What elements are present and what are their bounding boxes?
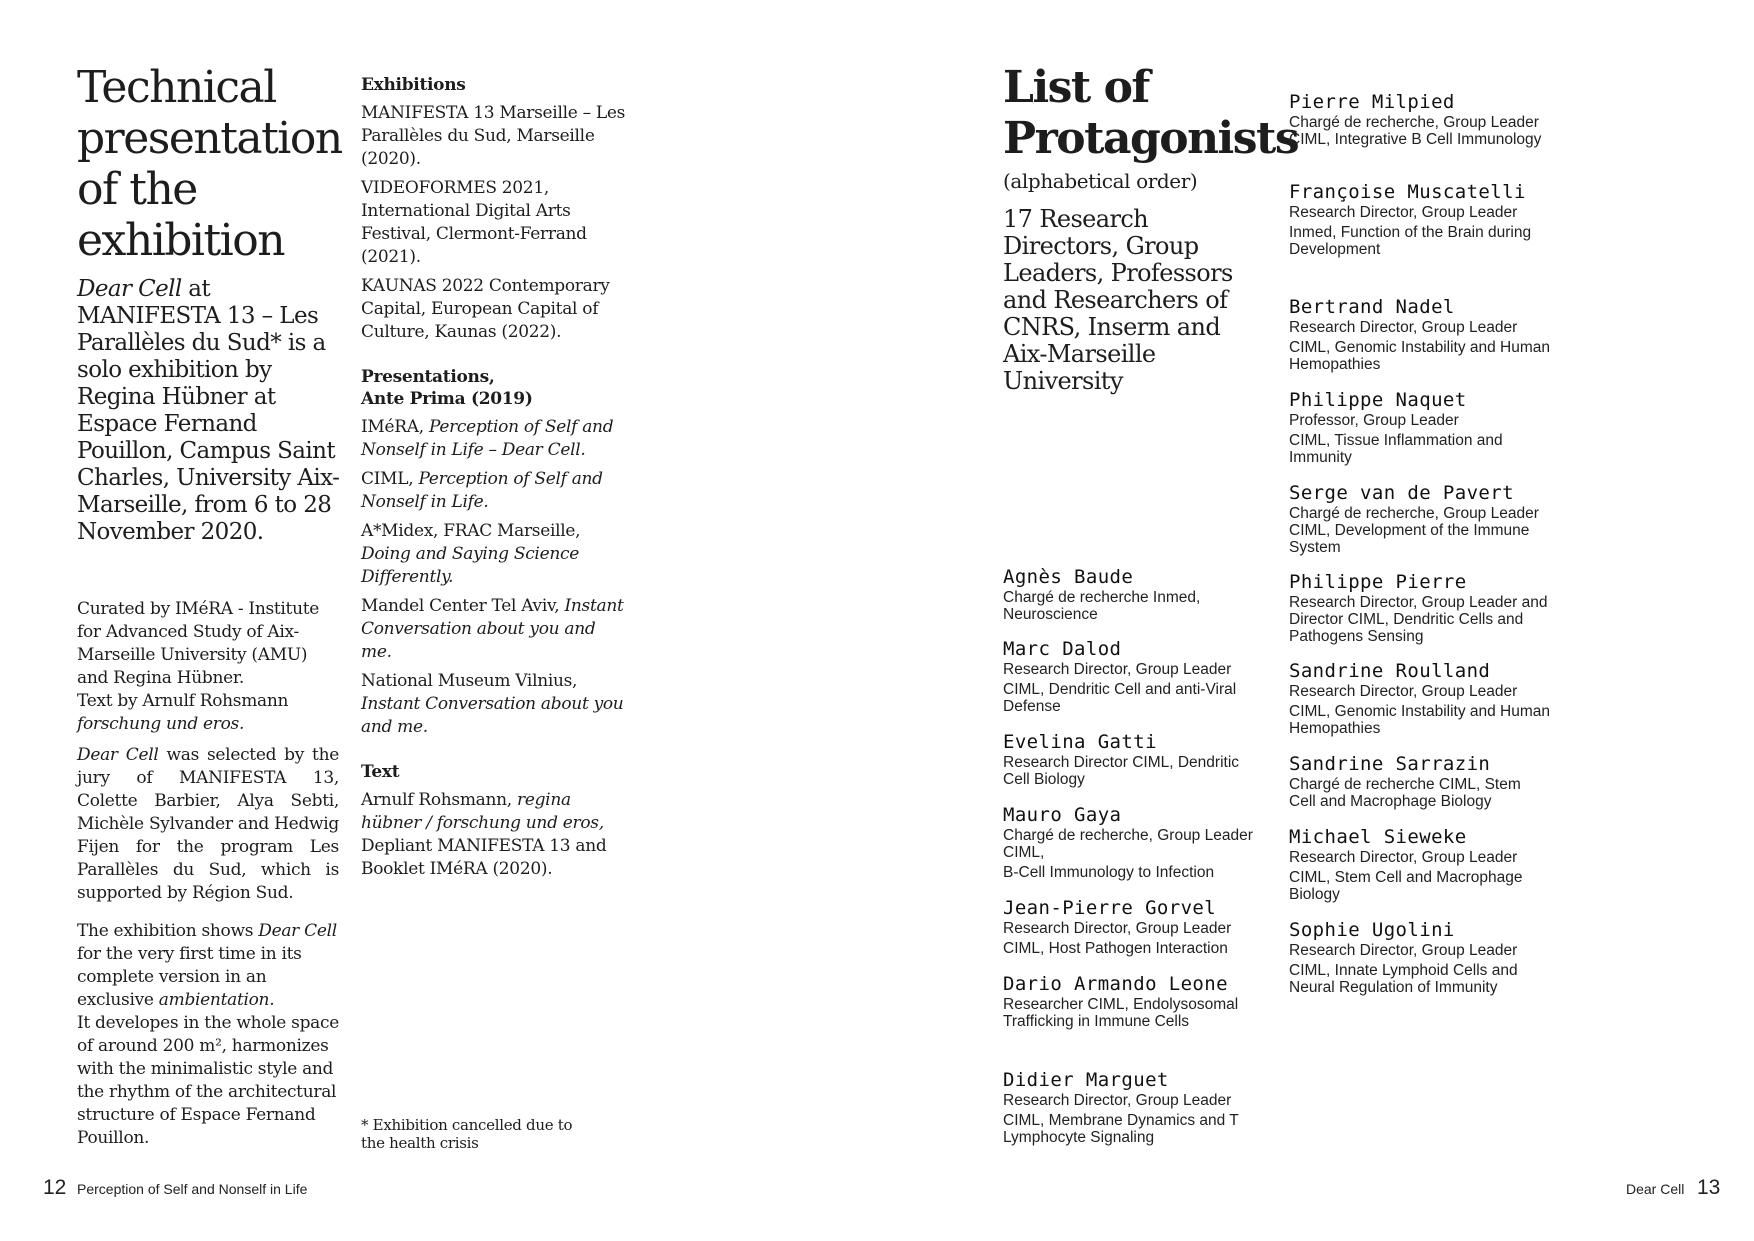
protagonist-name: Mauro Gaya: [1003, 804, 1122, 826]
left-page-lead: [77, 276, 347, 546]
credits-text-italic: forschung und eros.: [77, 714, 245, 734]
protagonist-name: Michael Sieweke: [1289, 826, 1467, 848]
lead-italic: Dear Cell: [77, 276, 182, 302]
right-page-lead: 17 Research Directors, Group Leaders, Professors and Researchers of CNRS, Inserm and Aix-Marseille University: [1003, 205, 1233, 395]
exhibition-entry: KAUNAS 2022 Contemporary Capital, European Capital of Culture, Kaunas (2022).: [361, 276, 610, 342]
protagonist-role: Chargé de recherche, Group Leader CIML,: [1003, 827, 1253, 861]
title-line: List of: [1003, 62, 1149, 113]
running-title-left: Perception of Self and Nonself in Life: [77, 1181, 308, 1197]
title-line: Technical: [77, 62, 276, 113]
exhibition-description: [77, 920, 339, 1150]
protagonist-department: CIML, Genomic Instability and Human Hemopathies: [1289, 339, 1551, 373]
exhibitions-column: [361, 74, 626, 881]
protagonist-role: Research Director, Group Leader: [1289, 319, 1518, 336]
protagonist-entry: [1003, 638, 1263, 715]
protagonist-name: Pierre Milpied: [1289, 91, 1455, 113]
jury-italic: Dear Cell: [77, 745, 159, 765]
protagonist-name: Serge van de Pavert: [1289, 482, 1514, 504]
protagonist-entry: [1289, 753, 1551, 810]
protagonist-role: Professor, Group Leader: [1289, 412, 1459, 429]
protagonist-department: CIML, Dendritic Cell and anti-Viral Defense: [1003, 681, 1237, 715]
protagonist-role: Chargé de recherche CIML, Stem Cell and Macrophage Biology: [1289, 776, 1521, 810]
protagonist-name: Bertrand Nadel: [1289, 296, 1455, 318]
jury-paragraph: [77, 744, 339, 905]
protagonist-department: CIML, Host Pathogen Interaction: [1003, 940, 1228, 957]
protagonist-entry: [1003, 1069, 1263, 1146]
protagonist-name: Sandrine Roulland: [1289, 660, 1491, 682]
protagonist-name: Marc Dalod: [1003, 638, 1122, 660]
protagonist-department: CIML, Stem Cell and Macrophage Biology: [1289, 869, 1523, 903]
footnote: * Exhibition cancelled due to the health crisis: [361, 1116, 573, 1152]
protagonist-role: Research Director, Group Leader: [1289, 849, 1518, 866]
title-line: exhibition: [77, 215, 285, 266]
jury-text: was selected by the jury of MANIFESTA 13, Colette Barbier, Alya Sebti, Michèle Sylvander and Hedwig Fijen for the program Les Parallèles du Sud, which is supported by Région Sud.: [77, 745, 339, 903]
page-number-right: 13: [1697, 1176, 1721, 1199]
protagonist-role: Research Director, Group Leader: [1289, 942, 1518, 959]
protagonist-entry: [1289, 919, 1551, 996]
protagonist-entry: [1289, 826, 1551, 903]
protagonist-name: Didier Marguet: [1003, 1069, 1169, 1091]
right-page-subtitle: (alphabetical order): [1003, 169, 1198, 193]
protagonist-entry: [1003, 804, 1263, 881]
protagonist-name: Sophie Ugolini: [1289, 919, 1455, 941]
exhibitions-heading: Exhibitions: [361, 75, 466, 95]
protagonist-name: Philippe Pierre: [1289, 571, 1467, 593]
page-number-left: 12: [43, 1176, 67, 1199]
exhibition-entry: VIDEOFORMES 2021, International Digital Arts Festival, Clermont-Ferrand (2021).: [361, 178, 587, 267]
title-line: Protagonists: [1003, 113, 1299, 164]
show-italic-1: Dear Cell: [258, 921, 337, 941]
protagonist-name: Jean-Pierre Gorvel: [1003, 897, 1217, 919]
presentation-entry: CIML, Perception of Self and Nonself in Life.: [361, 469, 603, 512]
text-entry: Arnulf Rohsmann, regina hübner / forschung und eros, Depliant MANIFESTA 13 and Booklet IMéRA (2020).: [361, 790, 607, 879]
protagonist-entry: [1289, 571, 1551, 645]
protagonist-role: Chargé de recherche, Group Leader CIML, Integrative B Cell Immunology: [1289, 114, 1542, 148]
protagonist-role: Research Director, Group Leader: [1003, 920, 1232, 937]
right-page-title: [1003, 62, 1303, 164]
protagonist-name: Sandrine Sarrazin: [1289, 753, 1491, 775]
protagonist-entry: [1003, 566, 1263, 623]
protagonist-role: Research Director, Group Leader: [1003, 661, 1232, 678]
presentations-heading: Presentations,: [361, 367, 495, 387]
presentation-entry: Mandel Center Tel Aviv, Instant Conversation about you and me.: [361, 596, 624, 662]
protagonist-entry: [1289, 389, 1551, 466]
protagonist-name: Philippe Naquet: [1289, 389, 1467, 411]
protagonist-role: Chargé de recherche, Group Leader CIML, Development of the Immune System: [1289, 505, 1539, 556]
presentation-entry: IMéRA, Perception of Self and Nonself in Life – Dear Cell.: [361, 417, 614, 460]
show-mid: for the very first time in its complete version in an exclusive: [77, 944, 302, 1010]
protagonist-entry: [1289, 296, 1551, 373]
protagonist-role: Research Director, Group Leader: [1289, 204, 1518, 221]
protagonist-role: Research Director, Group Leader: [1003, 1092, 1232, 1109]
protagonist-name: Evelina Gatti: [1003, 731, 1157, 753]
running-title-right: Dear Cell: [1626, 1181, 1685, 1197]
protagonist-department: B-Cell Immunology to Infection: [1003, 864, 1215, 881]
left-page-title: [77, 62, 347, 266]
text-heading: Text: [361, 762, 400, 782]
protagonist-role: Research Director, Group Leader: [1289, 683, 1518, 700]
presentations-heading-2: Ante Prima (2019): [361, 389, 533, 409]
protagonist-entry: [1289, 482, 1551, 556]
protagonist-name: Dario Armando Leone: [1003, 973, 1228, 995]
protagonist-role: Research Director CIML, Dendritic Cell Biology: [1003, 754, 1240, 788]
protagonist-role: Research Director, Group Leader and Director CIML, Dendritic Cells and Pathogens Sensing: [1289, 594, 1548, 645]
protagonist-department: CIML, Genomic Instability and Human Hemopathies: [1289, 703, 1551, 737]
show-italic-2: ambientation.: [158, 990, 275, 1010]
lead-text: at MANIFESTA 13 – Les Parallèles du Sud* is a solo exhibition by Regina Hübner at Espace Fernand Pouillon, Campus Saint Charles, University Aix-Marseille, from 6 to 28 November 2020.: [77, 276, 340, 545]
protagonist-department: CIML, Innate Lymphoid Cells and Neural Regulation of Immunity: [1289, 962, 1518, 996]
show-pre: The exhibition shows: [77, 921, 259, 941]
protagonist-entry: [1289, 181, 1551, 258]
protagonist-department: CIML, Membrane Dynamics and T Lymphocyte Signaling: [1003, 1112, 1239, 1146]
presentation-entry: National Museum Vilnius, Instant Conversation about you and me.: [361, 671, 624, 737]
title-line: presentation: [77, 113, 342, 164]
protagonist-entry: [1003, 897, 1263, 957]
protagonist-department: Inmed, Function of the Brain during Development: [1289, 224, 1532, 258]
protagonist-entry: [1289, 660, 1551, 737]
exhibition-entry: MANIFESTA 13 Marseille – Les Parallèles du Sud, Marseille (2020).: [361, 103, 626, 169]
title-line: of the: [77, 164, 197, 215]
protagonist-entry: [1003, 731, 1263, 788]
protagonist-role: Chargé de recherche Inmed, Neuroscience: [1003, 589, 1201, 623]
protagonist-entry: [1289, 91, 1551, 148]
presentation-entry: A*Midex, FRAC Marseille, Doing and Saying Science Differently.: [361, 521, 581, 587]
credits-main: Curated by IMéRA - Institute for Advanced Study of Aix-Marseille University (AMU) and Regina Hübner.: [77, 599, 320, 688]
protagonist-department: CIML, Tissue Inflammation and Immunity: [1289, 432, 1503, 466]
show-line-2: It developes in the whole space of around 200 m², harmonizes with the minimalistic style and the rhythm of the architectural structure of Espace Fernand Pouillon.: [77, 1013, 339, 1148]
credits-text: Text by Arnulf Rohsmann: [77, 691, 289, 711]
protagonist-name: Agnès Baude: [1003, 566, 1134, 588]
protagonist-entry: [1003, 973, 1263, 1030]
protagonist-role: Researcher CIML, Endolysosomal Trafficking in Immune Cells: [1003, 996, 1239, 1030]
protagonist-name: Françoise Muscatelli: [1289, 181, 1526, 203]
credits-paragraph: [77, 598, 339, 736]
